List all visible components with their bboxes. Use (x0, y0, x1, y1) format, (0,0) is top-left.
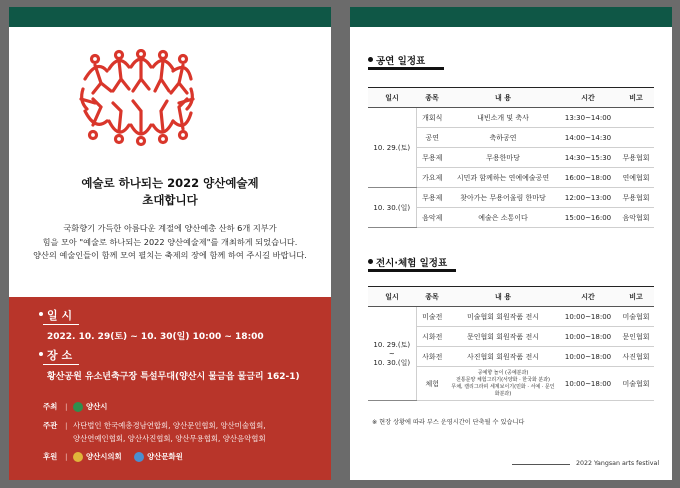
category-cell: 개회식 (416, 108, 448, 128)
subheadline-line: 초대합니다 (142, 193, 198, 207)
note-cell: 무용협회 (618, 188, 654, 208)
time-cell: 10:00~18:00 (558, 307, 618, 327)
note-cell (618, 128, 654, 148)
culture-center-emblem-icon (134, 452, 144, 462)
col-category: 종목 (416, 88, 448, 108)
intro-paragraph (15, 222, 325, 263)
content-cell: 축하공연 (448, 128, 558, 148)
time-cell: 16:00~18:00 (558, 168, 618, 188)
title-underline (368, 67, 444, 70)
operating-hours-footnote: ※ 현장 상황에 따라 부스 운영시간이 단축될 수 있습니다 (372, 419, 525, 426)
activity-line: 전통문양 체험그리기(서양화 · 한국화 분과) (456, 376, 550, 383)
time-cell: 10:00~18:00 (558, 367, 618, 401)
note-cell: 미술협회 (618, 307, 654, 327)
host-badge (73, 401, 107, 414)
host-separator: | (65, 402, 68, 411)
schedule-page (350, 7, 672, 480)
date-separator: ~ (388, 349, 395, 358)
col-date: 일시 (368, 287, 416, 307)
col-content: 내 용 (448, 88, 558, 108)
table-row (368, 108, 654, 128)
host-name: 양산시 (86, 402, 108, 411)
time-cell: 13:30~14:00 (558, 108, 618, 128)
exhibition-schedule-table (368, 286, 654, 401)
content-cell: 사진협회 회원작품 전시 (448, 347, 558, 367)
category-cell: 체험 (416, 367, 448, 401)
note-cell: 사진협회 (618, 347, 654, 367)
sponsor-separator: | (65, 452, 68, 461)
intro-line: 양산의 예술인들이 함께 모여 펼치는 축제의 장에 함께 하여 주시길 바랍니다. (33, 250, 307, 260)
performance-schedule-table (368, 87, 654, 228)
content-cell: 예술은 소통이다 (448, 208, 558, 228)
sponsor-badge (134, 451, 183, 464)
category-cell: 공연 (416, 128, 448, 148)
time-cell: 12:00~13:00 (558, 188, 618, 208)
footer-caption: 2022 Yangsan arts festival (576, 460, 660, 467)
note-cell: 미술협회 (618, 367, 654, 401)
sponsor-name: 양산문화원 (147, 452, 183, 461)
date-start: 10. 29.(토) (373, 340, 411, 349)
invitation-page (9, 7, 331, 480)
sponsor-row (43, 451, 313, 467)
time-cell: 14:00~14:30 (558, 128, 618, 148)
category-cell: 무용제 (416, 188, 448, 208)
table-header-row (368, 88, 654, 108)
content-cell: 미술협회 회원작품 전시 (448, 307, 558, 327)
category-cell: 미술전 (416, 307, 448, 327)
time-cell: 10:00~18:00 (558, 327, 618, 347)
col-note: 비고 (618, 287, 654, 307)
activity-line: 무채, 캘리그라피 세계보이기(민화 · 서예 · 문인화분과) (451, 383, 555, 397)
activity-line: 공예향 놀이 (공예분과) (477, 369, 529, 376)
headline-line: 예술로 하나되는 2022 양산예술제 (81, 176, 259, 190)
col-time: 시간 (558, 88, 618, 108)
sponsor-label: 후원 (43, 452, 58, 461)
when-value: 2022. 10. 29(토) ~ 10. 30(일) 10:00 ~ 18:00 (47, 332, 264, 342)
where-value: 황산공원 유소년축구장 특설무대(양산시 물금읍 물금리 162-1) (47, 372, 300, 382)
category-cell: 시화전 (416, 327, 448, 347)
organizer-line: 사단법인 한국예총경남연합회, 양산문인협회, 양산미술협회, (73, 421, 266, 430)
host-value (73, 401, 313, 417)
category-cell: 사화전 (416, 347, 448, 367)
council-emblem-icon (73, 452, 83, 462)
intro-line: 힘을 모아 "예술로 하나되는 2022 양산예술제"를 개최하게 되었습니다. (42, 236, 298, 247)
col-category: 종목 (416, 287, 448, 307)
invitation-headline (9, 175, 331, 209)
table-row (368, 307, 654, 327)
organizer-row (43, 420, 313, 445)
organizer-list (73, 420, 313, 445)
category-cell: 가요제 (416, 168, 448, 188)
date-cell: 10. 30.(일) (368, 188, 416, 228)
host-label: 주최 (43, 402, 58, 411)
host-row (43, 401, 313, 417)
category-cell: 무용제 (416, 148, 448, 168)
organizer-label: 주관 (43, 421, 58, 430)
organizer-line: 양산연예인협회, 양산사진협회, 양산무용협회, 양산음악협회 (73, 433, 266, 443)
sponsor-badge (73, 451, 122, 464)
footer-rule (512, 464, 570, 465)
yangsan-city-emblem-icon (73, 402, 83, 412)
note-cell: 연예협회 (618, 168, 654, 188)
intro-line: 국화향기 가득한 아름다운 계절에 양산예총 산하 6개 지부가 (63, 223, 277, 233)
col-content: 내 용 (448, 287, 558, 307)
title-underline (368, 269, 456, 272)
note-cell (618, 108, 654, 128)
col-date: 일시 (368, 88, 416, 108)
top-band (350, 7, 672, 27)
content-cell: 찾아가는 무용어울림 한마당 (448, 188, 558, 208)
time-cell: 14:30~15:30 (558, 148, 618, 168)
content-cell: 무용한마당 (448, 148, 558, 168)
table-header-row (368, 287, 654, 307)
dancing-figures-logo (77, 49, 197, 147)
event-info-panel (9, 297, 331, 480)
date-range-cell (368, 307, 416, 401)
top-band (9, 7, 331, 27)
note-cell: 문인협회 (618, 327, 654, 347)
time-cell: 10:00~18:00 (558, 347, 618, 367)
content-cell: 문인협회 회원작품 전시 (448, 327, 558, 347)
sponsor-name: 양산시의회 (86, 452, 122, 461)
table-row (368, 188, 654, 208)
when-underline (43, 324, 79, 325)
col-time: 시간 (558, 287, 618, 307)
when-label: 일 시 (47, 309, 73, 322)
note-cell: 무용협회 (618, 148, 654, 168)
content-cell (448, 367, 558, 401)
where-label: 장 소 (47, 349, 73, 362)
performance-schedule-title: 공연 일정표 (376, 53, 425, 67)
time-cell: 15:00~16:00 (558, 208, 618, 228)
date-end: 10. 30.(일) (373, 358, 411, 367)
note-cell: 음악협회 (618, 208, 654, 228)
where-underline (43, 364, 79, 365)
content-cell: 내빈소개 및 축사 (448, 108, 558, 128)
content-cell: 시민과 함께하는 연예예술공연 (448, 168, 558, 188)
sponsor-list (73, 451, 313, 467)
date-cell: 10. 29.(토) (368, 108, 416, 188)
category-cell: 음악제 (416, 208, 448, 228)
col-note: 비고 (618, 88, 654, 108)
exhibition-schedule-title: 전시·체험 일정표 (376, 255, 447, 269)
organizer-separator: | (65, 421, 68, 430)
